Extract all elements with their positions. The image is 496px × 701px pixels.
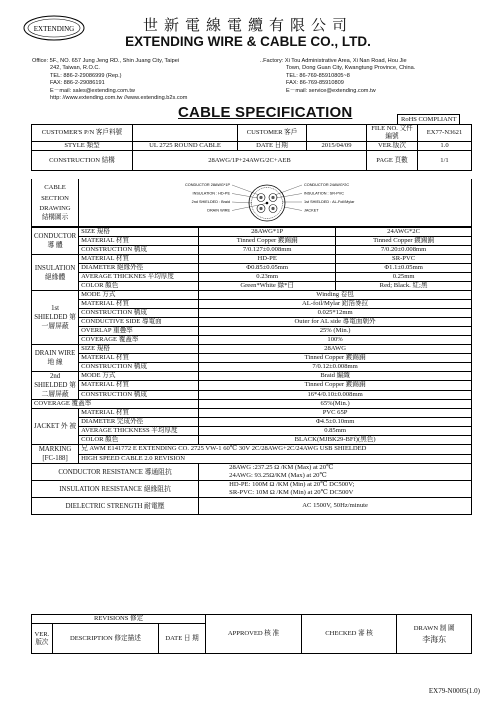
customer-label: CUSTOMER 客戶 xyxy=(238,125,307,142)
cell-value: 0.25mm xyxy=(336,273,472,282)
checked-label: CHECKED 審 核 xyxy=(301,615,397,654)
drain-wire xyxy=(266,202,269,205)
cell-value: Φ1.1±0.05mm xyxy=(336,264,472,273)
file-no-value: EX77-N3621 xyxy=(418,125,472,142)
row-label: COLOR 顏色 xyxy=(79,282,199,291)
group-conductor: CONDUCTOR 導 體 xyxy=(32,228,79,255)
office-line: E－mail: sales@extending.com.tw xyxy=(50,87,135,94)
cell-value: BLACK(MJBK29-BFf)(黑色) xyxy=(199,436,472,445)
row-label: CONSTRUCTION 構成 xyxy=(79,363,199,372)
drawn-cell xyxy=(397,615,472,654)
approved-label: APPROVED 核 准 xyxy=(206,615,302,654)
table-row xyxy=(32,228,472,237)
table-row xyxy=(32,418,472,427)
cross-section-label xyxy=(32,179,79,227)
conductor-resistance-value xyxy=(199,464,472,481)
customer-pn-label: CUSTOMER'S P/N 客戶料號 xyxy=(32,125,133,142)
cell-value: Winding 卷包 xyxy=(199,291,472,300)
row-label: CONDUCTIVE SIDE 導電面 xyxy=(79,318,199,327)
customer-value xyxy=(307,125,367,142)
cross-section-panel xyxy=(31,179,472,227)
row-label: COLOR 顏色 xyxy=(79,436,199,445)
ver-value: 1.0 xyxy=(418,142,472,151)
callout-left: DRAIN WIRE xyxy=(207,208,230,213)
conductor-resistance-label: CONDUCTOR RESISTANCE 導通阻抗 xyxy=(32,464,199,481)
cell-value: 0.025*12mm xyxy=(199,309,472,318)
table-row xyxy=(32,309,472,318)
callout-left: 2nd SHIELDED : Braid xyxy=(191,200,230,204)
row-label: DIAMETER 完成外徑 xyxy=(79,418,199,427)
ver-label: VER.版次 xyxy=(367,142,418,151)
cell-value: PVC 65P xyxy=(199,409,472,418)
row-label: MATERIAL 材質 xyxy=(79,237,199,246)
description-column-label: DESCRIPTION 修定描述 xyxy=(52,624,158,654)
core-3-center xyxy=(259,207,262,210)
callout-right: 1st SHIELDED : AL-Foil/Mylar xyxy=(304,200,355,204)
cell-value: Tinned Copper 鍍錫銅 xyxy=(199,381,472,390)
company-name-english: EXTENDING WIRE & CABLE CO., LTD. xyxy=(125,34,371,49)
row-label: MATERIAL 材質 xyxy=(79,381,199,390)
date-label: DATE 日期 xyxy=(238,142,307,151)
marking-label: MARKING [FC-188] xyxy=(32,445,79,464)
style-label: STYLE 類型 xyxy=(32,142,133,151)
row-label: CONSTRUCTION 構成 xyxy=(79,309,199,318)
logo-text: EXTENDING xyxy=(33,25,75,33)
table-row xyxy=(32,372,472,381)
callout-right: INSULATION : SR-PVC xyxy=(304,191,345,196)
page-value: 1/1 xyxy=(418,151,472,171)
table-row xyxy=(32,498,472,515)
marking-line-2: HIGH SPEED CABLE 2.0 REVISION xyxy=(79,454,472,464)
table-row xyxy=(32,381,472,390)
row-label: OVERLAP 重疊率 xyxy=(79,327,199,336)
table-row xyxy=(32,481,472,498)
cell-value: 100% xyxy=(199,336,472,345)
cell-value: Red; Black. 紅;黑 xyxy=(336,282,472,291)
cell-value: 28AWG*1P xyxy=(199,228,336,237)
row-label: MATERIAL 材質 xyxy=(79,255,199,264)
cell-value: 0.85mm xyxy=(199,427,472,436)
revisions-table xyxy=(31,614,472,654)
resistance-line: 24AWG: 93.25Ω/KM (Max) at 20℃ xyxy=(229,472,327,479)
row-label: DIAMETER 絕緣外徑 xyxy=(79,264,199,273)
cable-cross-section-drawing xyxy=(152,179,382,227)
table-row xyxy=(32,282,472,291)
date-column-label: DATE 日 期 xyxy=(158,624,205,654)
core-2-center xyxy=(271,196,274,199)
cs-label-line: SECTION xyxy=(41,194,69,202)
office-address xyxy=(32,58,252,102)
drawn-label: DRAWN 制 圖 xyxy=(413,625,455,632)
factory-line: ..Factory: Xi Tou Administrative Area, Xi Nan Road, Hou Jie xyxy=(260,58,407,64)
cell-value: Tinned Copper 鍍錫銅 xyxy=(336,237,472,246)
document-number: EX79-N0005(1.0) xyxy=(428,687,480,695)
cell-value: Green*White 綠*白 xyxy=(199,282,336,291)
table-row xyxy=(32,327,472,336)
cell-value: 16*4/0.10±0.008mm xyxy=(199,390,472,399)
cell-value: 7/0.20±0.008mm xyxy=(336,246,472,255)
table-row xyxy=(32,264,472,273)
date-value: 2015/04/09 xyxy=(307,142,367,151)
revisions-label: REVISIONS 修定 xyxy=(32,615,206,624)
office-line: 242, Taiwan, R.O.C. xyxy=(50,65,100,72)
drawn-by: 李海东 xyxy=(422,635,447,644)
cell-value: 7/0.127±0.008mm xyxy=(199,246,336,255)
insulation-resistance-label: INSULATION RESISTANCE 絕緣阻抗 xyxy=(32,481,199,498)
row-label: COVERAGE 覆蓋率 xyxy=(79,336,199,345)
callout-right: JACKET xyxy=(304,208,319,213)
file-no-label: FILE NO. 文件編號 xyxy=(367,125,418,142)
table-row xyxy=(32,300,472,309)
marking-line-1: 兄 AWM E141772 E EXTENDING CO. 2725 VW-1 60℃ 30V 2C/28AWG+2C/24AWG USB SHIELDED xyxy=(79,445,472,455)
group-insulation: INSULATION 絕緣體 xyxy=(32,255,79,291)
group-jacket: JACKET 外 被 xyxy=(32,409,79,445)
table-row xyxy=(32,318,472,327)
row-label: AVERAGE THICKNES 平均厚度 xyxy=(79,273,199,282)
row-label: CONSTRUCTION 構成 xyxy=(79,246,199,255)
table-row xyxy=(32,336,472,345)
row-label: MATERIAL 材質 xyxy=(79,300,199,309)
cell-value: Φ0.85±0.05mm xyxy=(199,264,336,273)
table-row xyxy=(32,345,472,354)
office-line: FAX: 886-2-29086191 xyxy=(50,80,105,87)
resistance-line: HD-PE: 100M Ω /KM (Min) at 20℃ DC500V; xyxy=(229,481,355,488)
cell-value: 28AWG xyxy=(199,345,472,354)
row-label: SIZE 規格 xyxy=(79,345,199,354)
cell-value: 24AWG*2C xyxy=(336,228,472,237)
table-row xyxy=(32,363,472,372)
group-1st-shielded: 1st SHIELDED 第一層屏蔽 xyxy=(32,291,79,345)
cell-value: Braid 編織 xyxy=(199,372,472,381)
table-row xyxy=(32,354,472,363)
table-row xyxy=(32,291,472,300)
table-row xyxy=(32,409,472,418)
dielectric-strength-value: AC 1500V, 50Hz/minute xyxy=(199,498,472,515)
factory-line: E－mail: service@extending.com.tw xyxy=(286,87,376,94)
cell-value: 65%(Min.) xyxy=(199,400,472,409)
resistance-line: SR-PVC: 10M Ω /KM (Min) at 20℃ DC500V xyxy=(229,489,354,496)
company-name-chinese: 世新電線電纜有限公司 xyxy=(142,18,353,34)
table-row xyxy=(32,246,472,255)
dielectric-strength-label: DIELECTRIC STRENGTH 耐電壓 xyxy=(32,498,199,515)
row-label: SIZE 規格 xyxy=(79,228,199,237)
callout-left: INSULATION : HD-PE xyxy=(192,191,230,196)
factory-line: TEL: 86-769-85910805~8 xyxy=(286,72,350,79)
cell-value: Outer for AL side 導電面朝外 xyxy=(199,318,472,327)
row-label: AVERAGE THICKNESS 平均厚度 xyxy=(79,427,199,436)
row-label: CONSTRUCTION 構成 xyxy=(79,390,199,399)
factory-line: FAX: 86-769-85910809 xyxy=(286,80,344,87)
office-line: http: //www.extending.com.tw //www.extending.b2s.com xyxy=(50,95,188,102)
resistance-line: 28AWG :237.25 Ω /KM (Max) at 20℃ xyxy=(229,464,334,471)
callout-right: CONDUCTOR 24AWG*2C xyxy=(304,183,350,187)
factory-address xyxy=(260,58,490,95)
row-label: MODE 方式 xyxy=(79,291,199,300)
page-label: PAGE 頁數 xyxy=(367,151,418,171)
table-row xyxy=(32,237,472,246)
cell-value: Φ4.5±0.10mm xyxy=(199,418,472,427)
group-2nd-shielded: 2nd SHIELDED 第二層屏蔽 xyxy=(32,372,79,400)
cs-label-line: CABLE xyxy=(44,184,66,191)
table-row xyxy=(32,436,472,445)
cell-value: 7/0.12±0.008mm xyxy=(199,363,472,372)
table-row xyxy=(32,427,472,436)
table-row xyxy=(32,445,472,455)
construction-label: CONSTRUCTION 結構 xyxy=(32,151,133,171)
core-4-center xyxy=(271,207,274,210)
insulation-resistance-value xyxy=(199,481,472,498)
table-row xyxy=(32,390,472,399)
style-value: UL 2725 ROUND CABLE xyxy=(133,142,238,151)
customer-pn-value xyxy=(133,125,238,142)
cs-label-line: DRAWING xyxy=(39,205,71,212)
row-label: MODE 方式 xyxy=(79,372,199,381)
cs-label-line: 結構圖示 xyxy=(41,213,69,221)
row-label: MATERIAL 材質 xyxy=(79,354,199,363)
callout-left: CONDUCTOR 28AWG*1P xyxy=(185,183,230,187)
spec-title: CABLE SPECIFICATION xyxy=(178,104,353,121)
info-table xyxy=(31,124,472,171)
construction-value: 28AWG/1P+24AWG/2C+AEB xyxy=(133,151,367,171)
cell-value: SR-PVC xyxy=(336,255,472,264)
table-row xyxy=(32,273,472,282)
cell-value: Tinned Copper 鍍錫銅 xyxy=(199,237,336,246)
table-row xyxy=(32,255,472,264)
office-line: Office: 5F., NO. 657 Jung Jeng RD., Shin Juang City, Taipei xyxy=(32,58,180,64)
factory-line: Town, Dong Guan City, Kwangtung Province, China. xyxy=(286,65,416,72)
table-row xyxy=(32,454,472,464)
cell-value: HD-PE xyxy=(199,255,336,264)
rohs-badge: RoHS COMPLIANT xyxy=(397,114,460,125)
table-row xyxy=(32,464,472,481)
cell-value: 0.23mm xyxy=(199,273,336,282)
spec-table xyxy=(31,227,472,515)
office-line: TEL: 886-2-29086999 (Rep.) xyxy=(50,72,122,79)
cell-value: AL-foil/Mylar 鋁箔麥拉 xyxy=(199,300,472,309)
row-label: COVERAGE 覆蓋率 xyxy=(32,400,199,409)
core-1-center xyxy=(259,196,262,199)
group-drain-wire: DRAIN WIRE 地 線 xyxy=(32,345,79,372)
cell-value: Tinned Copper 鍍錫銅 xyxy=(199,354,472,363)
row-label: MATERIAL 材質 xyxy=(79,409,199,418)
cell-value: 25% (Min.) xyxy=(199,327,472,336)
ver-column-label: VER. 版次 xyxy=(32,624,53,654)
table-row xyxy=(32,400,472,409)
